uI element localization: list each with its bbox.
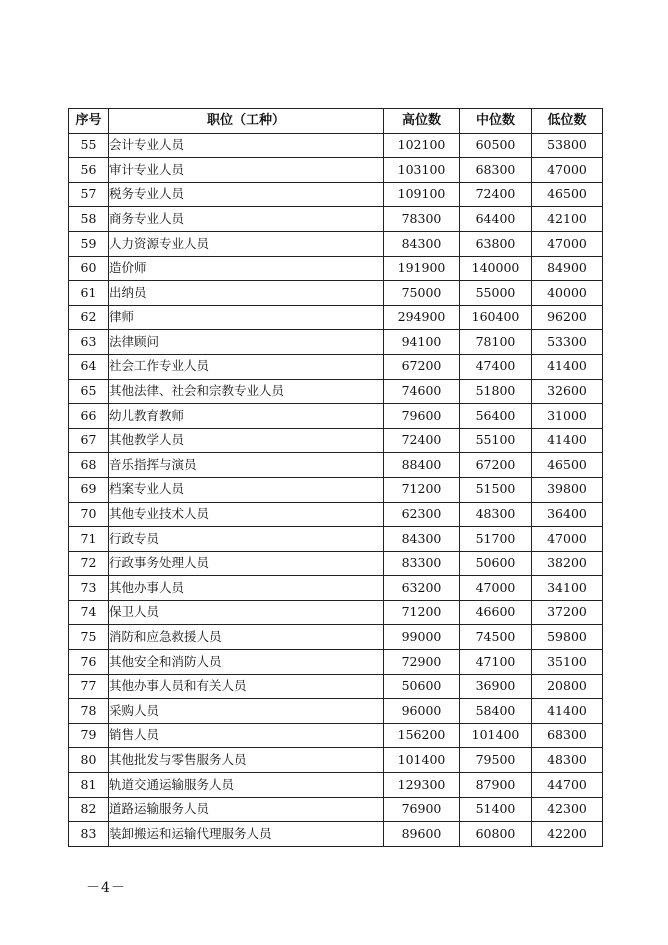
row-high: 62300	[384, 502, 460, 527]
row-low: 41400	[532, 354, 603, 379]
row-title: 其他专业技术人员	[109, 502, 384, 527]
row-title: 税务专业人员	[109, 182, 384, 207]
row-title: 行政专员	[109, 527, 384, 552]
header-title: 职位（工种）	[109, 109, 384, 134]
row-mid: 160400	[460, 305, 532, 330]
table-row	[69, 330, 603, 355]
row-mid: 72400	[460, 182, 532, 207]
row-index: 75	[69, 625, 109, 650]
table-row	[69, 625, 603, 650]
row-mid: 79500	[460, 748, 532, 773]
row-mid: 67200	[460, 453, 532, 478]
row-mid: 51700	[460, 527, 532, 552]
row-title: 音乐指挥与演员	[109, 453, 384, 478]
row-mid: 48300	[460, 502, 532, 527]
row-mid: 51400	[460, 797, 532, 822]
row-high: 129300	[384, 773, 460, 798]
row-low: 59800	[532, 625, 603, 650]
table-row	[69, 527, 603, 552]
row-high: 76900	[384, 797, 460, 822]
header-index: 序号	[69, 109, 109, 134]
row-index: 55	[69, 133, 109, 158]
table-row	[69, 576, 603, 601]
row-high: 109100	[384, 182, 460, 207]
row-title: 审计专业人员	[109, 158, 384, 183]
row-title: 商务专业人员	[109, 207, 384, 232]
row-title: 会计专业人员	[109, 133, 384, 158]
table-row	[69, 699, 603, 724]
header-mid: 中位数	[460, 109, 532, 134]
row-low: 53800	[532, 133, 603, 158]
row-index: 70	[69, 502, 109, 527]
salary-table	[68, 108, 603, 847]
row-index: 73	[69, 576, 109, 601]
row-high: 99000	[384, 625, 460, 650]
row-mid: 64400	[460, 207, 532, 232]
row-low: 38200	[532, 551, 603, 576]
row-low: 41400	[532, 699, 603, 724]
row-index: 82	[69, 797, 109, 822]
row-high: 71200	[384, 600, 460, 625]
row-title: 其他教学人员	[109, 428, 384, 453]
page-number: －4－	[86, 880, 126, 896]
row-title: 道路运输服务人员	[109, 797, 384, 822]
row-high: 67200	[384, 354, 460, 379]
row-high: 89600	[384, 822, 460, 847]
row-low: 44700	[532, 773, 603, 798]
row-index: 67	[69, 428, 109, 453]
row-mid: 55100	[460, 428, 532, 453]
table-row	[69, 158, 603, 183]
row-title: 其他安全和消防人员	[109, 650, 384, 675]
row-mid: 56400	[460, 404, 532, 429]
row-index: 72	[69, 551, 109, 576]
row-index: 61	[69, 281, 109, 306]
row-low: 41400	[532, 428, 603, 453]
row-low: 46500	[532, 453, 603, 478]
row-title: 其他办事人员	[109, 576, 384, 601]
row-mid: 46600	[460, 600, 532, 625]
row-low: 47000	[532, 527, 603, 552]
row-index: 78	[69, 699, 109, 724]
table-row	[69, 305, 603, 330]
row-high: 79600	[384, 404, 460, 429]
row-high: 94100	[384, 330, 460, 355]
row-high: 50600	[384, 674, 460, 699]
row-index: 65	[69, 379, 109, 404]
row-low: 39800	[532, 477, 603, 502]
row-high: 63200	[384, 576, 460, 601]
row-title: 销售人员	[109, 723, 384, 748]
row-high: 72900	[384, 650, 460, 675]
row-title: 其他办事人员和有关人员	[109, 674, 384, 699]
table-header-row	[69, 109, 603, 134]
row-mid: 68300	[460, 158, 532, 183]
table-row	[69, 231, 603, 256]
row-mid: 78100	[460, 330, 532, 355]
row-index: 60	[69, 256, 109, 281]
row-title: 人力资源专业人员	[109, 231, 384, 256]
row-mid: 47000	[460, 576, 532, 601]
row-low: 32600	[532, 379, 603, 404]
row-index: 71	[69, 527, 109, 552]
row-mid: 140000	[460, 256, 532, 281]
row-low: 96200	[532, 305, 603, 330]
row-low: 68300	[532, 723, 603, 748]
row-mid: 60800	[460, 822, 532, 847]
row-high: 84300	[384, 527, 460, 552]
row-low: 34100	[532, 576, 603, 601]
table-row	[69, 748, 603, 773]
row-high: 75000	[384, 281, 460, 306]
row-high: 96000	[384, 699, 460, 724]
row-low: 42200	[532, 822, 603, 847]
row-low: 48300	[532, 748, 603, 773]
row-low: 84900	[532, 256, 603, 281]
row-low: 42100	[532, 207, 603, 232]
row-high: 78300	[384, 207, 460, 232]
row-title: 行政事务处理人员	[109, 551, 384, 576]
table-row	[69, 256, 603, 281]
row-index: 74	[69, 600, 109, 625]
row-low: 35100	[532, 650, 603, 675]
table-row	[69, 354, 603, 379]
row-mid: 47100	[460, 650, 532, 675]
row-low: 40000	[532, 281, 603, 306]
row-mid: 60500	[460, 133, 532, 158]
header-low: 低位数	[532, 109, 603, 134]
table-row	[69, 182, 603, 207]
row-high: 294900	[384, 305, 460, 330]
row-index: 68	[69, 453, 109, 478]
table-row	[69, 379, 603, 404]
row-index: 77	[69, 674, 109, 699]
row-title: 档案专业人员	[109, 477, 384, 502]
table-row	[69, 797, 603, 822]
row-title: 幼儿教育教师	[109, 404, 384, 429]
row-mid: 58400	[460, 699, 532, 724]
row-mid: 63800	[460, 231, 532, 256]
row-high: 83300	[384, 551, 460, 576]
row-index: 76	[69, 650, 109, 675]
table-row	[69, 133, 603, 158]
row-index: 56	[69, 158, 109, 183]
row-title: 律师	[109, 305, 384, 330]
row-mid: 50600	[460, 551, 532, 576]
table-row	[69, 502, 603, 527]
row-mid: 36900	[460, 674, 532, 699]
table-row	[69, 723, 603, 748]
row-index: 69	[69, 477, 109, 502]
row-high: 156200	[384, 723, 460, 748]
row-low: 36400	[532, 502, 603, 527]
row-low: 31000	[532, 404, 603, 429]
table-row	[69, 650, 603, 675]
row-mid: 55000	[460, 281, 532, 306]
row-index: 59	[69, 231, 109, 256]
row-low: 53300	[532, 330, 603, 355]
row-low: 46500	[532, 182, 603, 207]
row-mid: 74500	[460, 625, 532, 650]
row-high: 84300	[384, 231, 460, 256]
table-row	[69, 477, 603, 502]
row-title: 采购人员	[109, 699, 384, 724]
row-high: 103100	[384, 158, 460, 183]
row-high: 71200	[384, 477, 460, 502]
row-high: 191900	[384, 256, 460, 281]
row-mid: 101400	[460, 723, 532, 748]
table-row	[69, 551, 603, 576]
row-index: 63	[69, 330, 109, 355]
row-index: 79	[69, 723, 109, 748]
row-title: 社会工作专业人员	[109, 354, 384, 379]
row-high: 72400	[384, 428, 460, 453]
row-title: 其他批发与零售服务人员	[109, 748, 384, 773]
table-row	[69, 281, 603, 306]
header-high: 高位数	[384, 109, 460, 134]
row-low: 47000	[532, 231, 603, 256]
row-mid: 51500	[460, 477, 532, 502]
row-mid: 47400	[460, 354, 532, 379]
row-index: 58	[69, 207, 109, 232]
table-row	[69, 674, 603, 699]
table-row	[69, 773, 603, 798]
row-high: 74600	[384, 379, 460, 404]
row-title: 消防和应急救援人员	[109, 625, 384, 650]
row-high: 102100	[384, 133, 460, 158]
row-low: 20800	[532, 674, 603, 699]
table-row	[69, 600, 603, 625]
row-index: 83	[69, 822, 109, 847]
row-index: 62	[69, 305, 109, 330]
table-row	[69, 428, 603, 453]
table-row	[69, 453, 603, 478]
row-low: 42300	[532, 797, 603, 822]
row-high: 101400	[384, 748, 460, 773]
row-index: 64	[69, 354, 109, 379]
table-row	[69, 207, 603, 232]
row-title: 造价师	[109, 256, 384, 281]
row-title: 其他法律、社会和宗教专业人员	[109, 379, 384, 404]
row-title: 装卸搬运和运输代理服务人员	[109, 822, 384, 847]
row-low: 47000	[532, 158, 603, 183]
row-high: 88400	[384, 453, 460, 478]
row-index: 81	[69, 773, 109, 798]
table-row	[69, 404, 603, 429]
row-index: 66	[69, 404, 109, 429]
row-title: 保卫人员	[109, 600, 384, 625]
row-index: 57	[69, 182, 109, 207]
row-title: 法律顾问	[109, 330, 384, 355]
row-low: 37200	[532, 600, 603, 625]
row-title: 出纳员	[109, 281, 384, 306]
row-title: 轨道交通运输服务人员	[109, 773, 384, 798]
row-index: 80	[69, 748, 109, 773]
table-row	[69, 822, 603, 847]
row-mid: 51800	[460, 379, 532, 404]
row-mid: 87900	[460, 773, 532, 798]
